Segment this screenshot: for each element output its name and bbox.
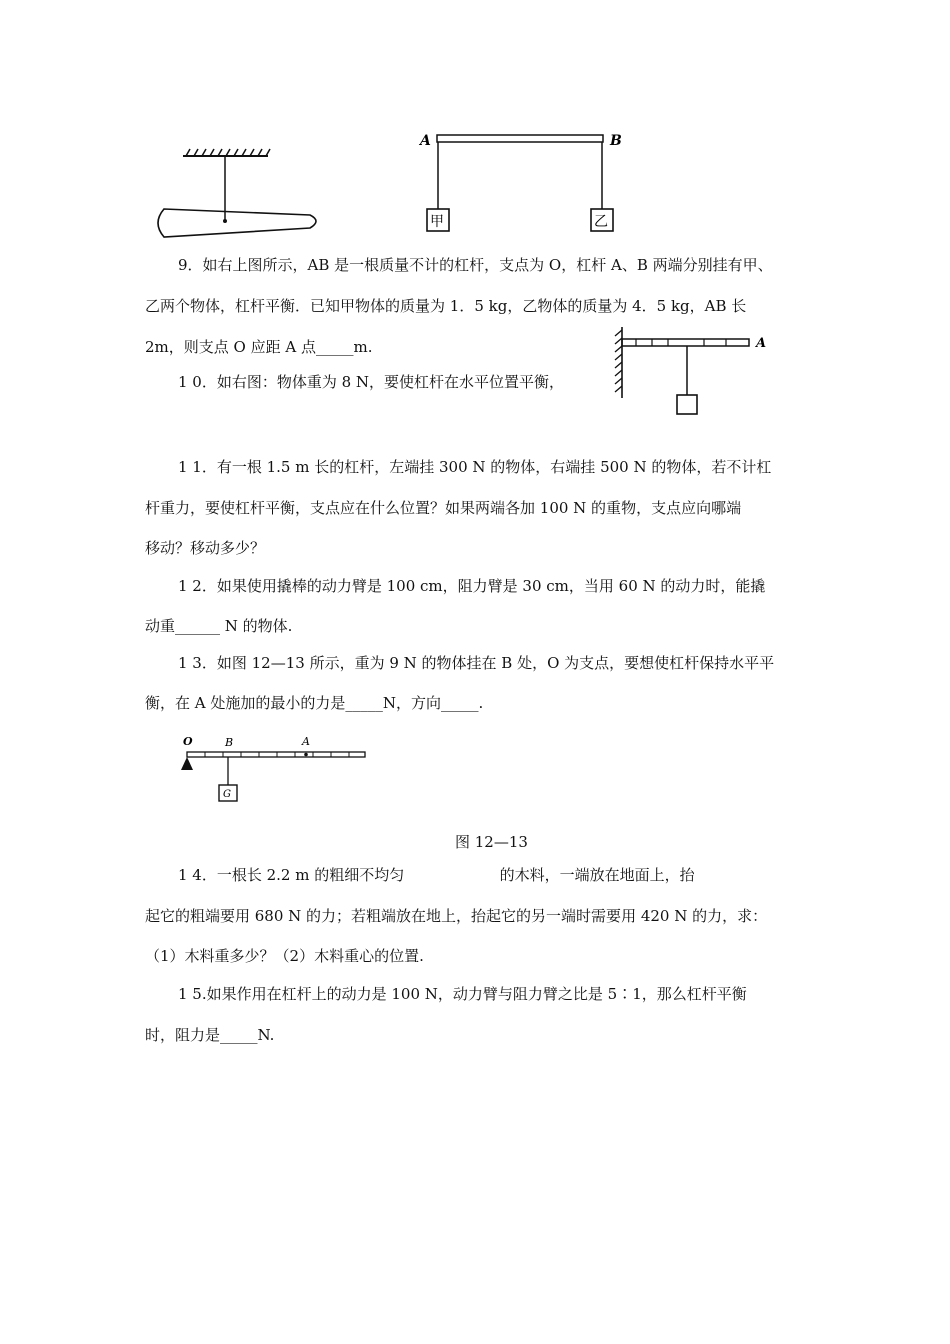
q10-line-1: 1 0．如右图：物体重为 8 N，要使杠杆在水平位置平衡， [178, 373, 565, 391]
label-a: A [302, 735, 310, 748]
label-a: A [420, 133, 431, 149]
q12-line-2: 动重______ N 的物体. [145, 617, 293, 635]
q11-line-2: 杆重力，要使杠杆平衡，支点应在什么位置？如果两端各加 100 N 的重物，支点应向哪端 [145, 499, 742, 517]
ruler-lever-figure [175, 732, 375, 807]
figure-caption: 图 12—13 [455, 833, 528, 851]
q9-line-2: 乙两个物体，杠杆平衡．已知甲物体的质量为 1．5 kg，乙物体的质量为 4．5 kg，AB 长 [145, 297, 747, 315]
q13-line-2: 衡，在 A 处施加的最小的力是_____N，方向_____. [145, 694, 484, 712]
ceiling-rod-figure [150, 145, 330, 245]
q14-line-1: 1 4．一根长 2.2 m 的粗细不均匀 的木料，一端放在地面上，抬 [178, 866, 695, 884]
label-o: O [183, 735, 193, 748]
q9-line-1: 9．如右上图所示，AB 是一根质量不计的杠杆，支点为 O，杠杆 A、B 两端分别挂有甲、 [178, 256, 773, 274]
q12-line-1: 1 2．如果使用撬棒的动力臂是 100 cm，阻力臂是 30 cm，当用 60 N 的动力时，能撬 [178, 577, 766, 595]
label-b: B [610, 133, 622, 149]
q9-line-3: 2m，则支点 O 应距 A 点_____m. [145, 338, 373, 356]
lever-ab-figure [415, 125, 635, 240]
q13-line-1: 1 3．如图 12—13 所示，重为 9 N 的物体挂在 B 处，O 为支点，要想使杠杆保持水平平 [178, 654, 775, 672]
q15-line-1: 1 5.如果作用在杠杆上的动力是 100 N，动力臂与阻力臂之比是 5∶1，那么杠杆平衡 [178, 985, 747, 1003]
box-yi: 乙 [594, 214, 608, 230]
wall-lever-figure [610, 322, 780, 422]
box-jia: 甲 [430, 214, 444, 230]
q14-line-3: （1）木料重多少？（2）木料重心的位置. [145, 947, 424, 965]
q11-line-3: 移动？移动多少？ [145, 539, 266, 557]
label-a: A [756, 336, 767, 351]
box-g: G [223, 789, 231, 800]
q11-line-1: 1 1．有一根 1.5 m 长的杠杆，左端挂 300 N 的物体，右端挂 500 N 的物体，若不计杠 [178, 458, 772, 476]
q14-line-2: 起它的粗端要用 680 N 的力；若粗端放在地上，抬起它的另一端时需要用 420 N 的力，求： [145, 907, 768, 925]
label-b: B [225, 736, 234, 749]
q15-line-2: 时，阻力是_____N. [145, 1026, 275, 1044]
